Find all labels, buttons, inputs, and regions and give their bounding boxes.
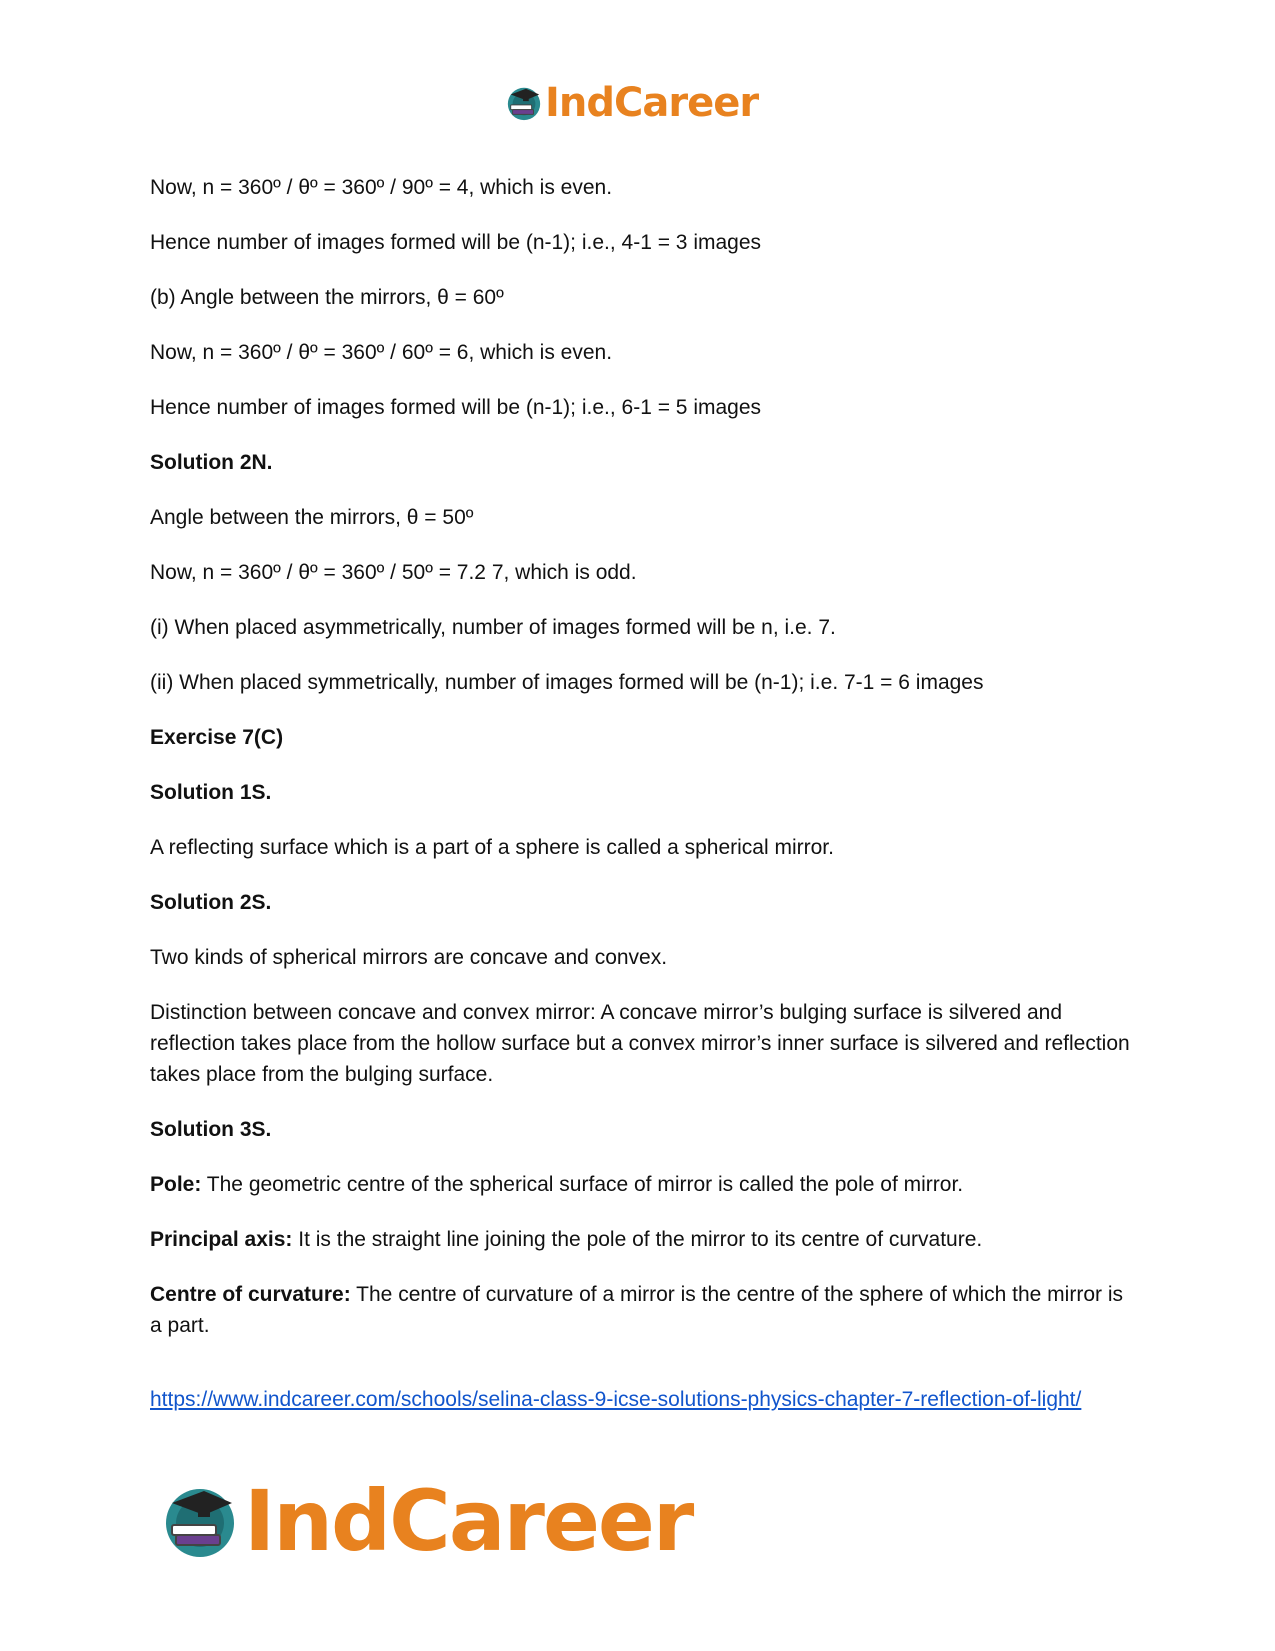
definition-term: Centre of curvature: <box>150 1283 351 1306</box>
body-paragraph: Hence number of images formed will be (n-1); i.e., 6-1 = 5 images <box>150 396 762 419</box>
body-paragraph: Now, n = 360º / θº = 360º / 50º = 7.2 7, which is odd. <box>150 561 637 584</box>
body-paragraph: A reflecting surface which is a part of a sphere is called a spherical mirror. <box>150 836 834 859</box>
body-paragraph: Distinction between concave and convex mirror: A concave mirror’s bulging surface is silvered and reflection takes place from the hollow surface but a convex mirror’s inner surface is silvered and reflection takes place from the bulging surface. <box>150 1001 1130 1086</box>
definition-paragraph <box>150 1224 1130 1255</box>
book-globe-icon <box>505 84 543 122</box>
source-link[interactable]: https://www.indcareer.com/schools/selina-class-9-icse-solutions-physics-chapter-7-reflection-of-light/ <box>150 1388 1082 1411</box>
definition-text: The geometric centre of the spherical surface of mirror is called the pole of mirror. <box>201 1173 964 1196</box>
section-heading: Solution 3S. <box>150 1118 272 1141</box>
body-paragraph: Now, n = 360º / θº = 360º / 60º = 6, which is even. <box>150 341 613 364</box>
brand-wordmark: IndCareer <box>545 80 759 126</box>
definition-paragraph <box>150 1169 1130 1200</box>
definition-term: Pole: <box>150 1173 202 1196</box>
body-paragraph: Hence number of images formed will be (n-1); i.e., 4-1 = 3 images <box>150 231 762 254</box>
body-paragraph: (i) When placed asymmetrically, number of images formed will be n, i.e. 7. <box>150 616 836 639</box>
section-heading: Solution 2N. <box>150 451 273 474</box>
body-paragraph: (b) Angle between the mirrors, θ = 60º <box>150 286 504 309</box>
body-paragraph: Two kinds of spherical mirrors are concave and convex. <box>150 946 668 969</box>
body-paragraph: Angle between the mirrors, θ = 50º <box>150 506 474 529</box>
body-paragraph: Now, n = 360º / θº = 360º / 90º = 4, which is even. <box>150 176 613 199</box>
document-body <box>150 172 1130 1365</box>
brand-logo-bottom <box>160 1472 692 1570</box>
section-heading: Solution 2S. <box>150 891 272 914</box>
section-heading: Exercise 7(C) <box>150 726 284 749</box>
definition-term: Principal axis: <box>150 1228 293 1251</box>
section-heading: Solution 1S. <box>150 781 272 804</box>
brand-logo-top <box>505 80 758 126</box>
definition-text: The centre of curvature of a mirror is the centre of the sphere of which the mirror is a part. <box>150 1283 1123 1337</box>
body-paragraph: (ii) When placed symmetrically, number of images formed will be (n-1); i.e. 7-1 = 6 images <box>150 671 984 694</box>
definition-text: It is the straight line joining the pole of the mirror to its centre of curvature. <box>292 1228 983 1251</box>
brand-wordmark: IndCareer <box>244 1472 693 1570</box>
definition-paragraph <box>150 1279 1130 1341</box>
book-globe-icon <box>160 1481 240 1561</box>
